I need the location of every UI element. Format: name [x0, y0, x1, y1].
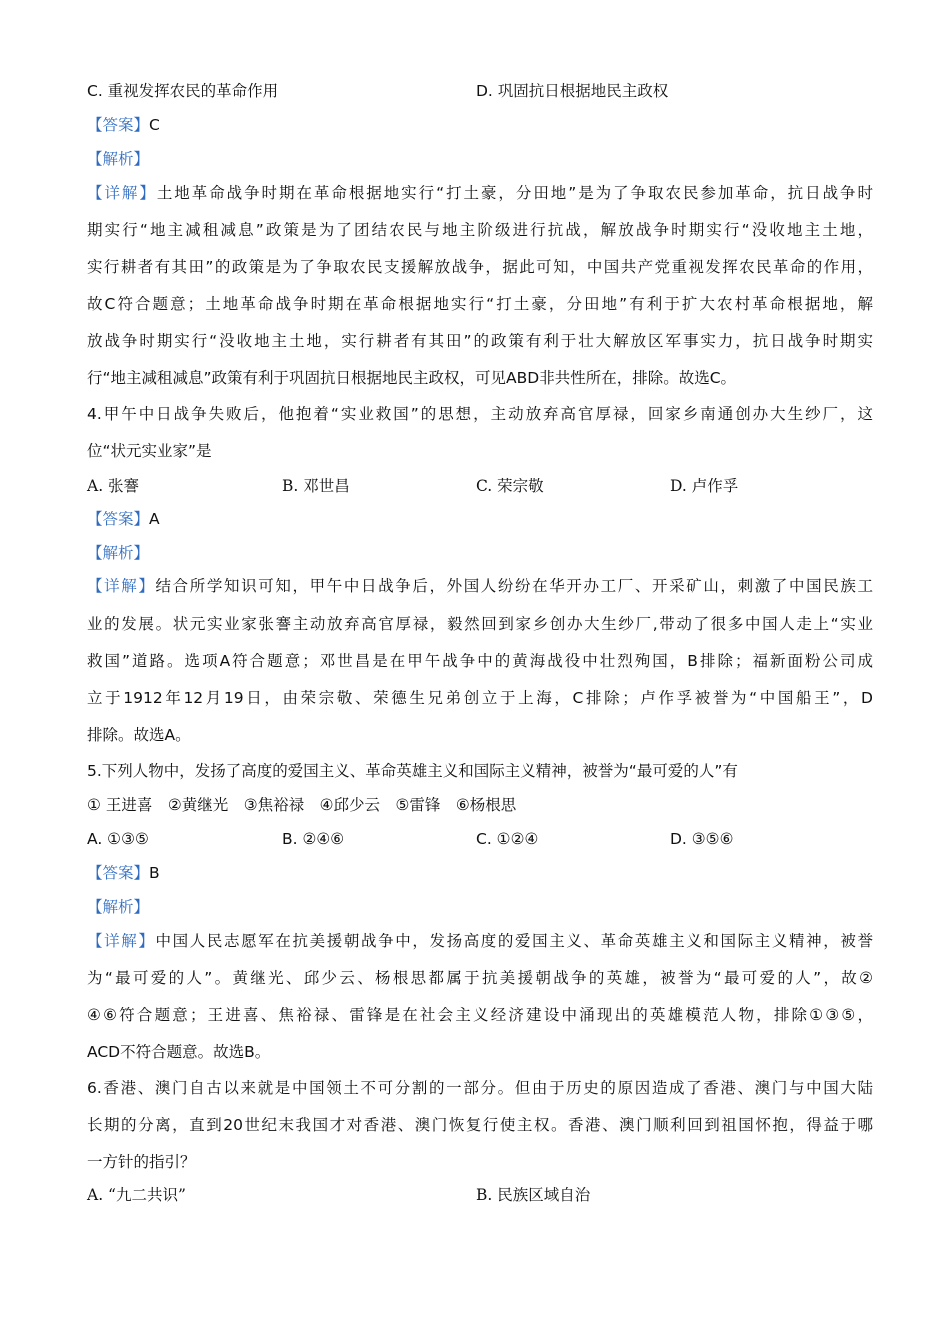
q5-items: ① 王进喜 ②黄继光 ③焦裕禄 ④邱少云 ⑤雷锋 ⑥杨根思 — [87, 796, 517, 814]
q5-option-d: D. ③⑤⑥ — [670, 830, 734, 848]
q3-detail-line-4: 故C符合题意；土地革命战争时期在革命根据地实行“打土豪，分田地”有利于扩大农村革命根据地，解 — [87, 295, 873, 313]
q5-detail-line-1 — [87, 931, 873, 951]
answer-tag: 【答案】 — [87, 116, 150, 134]
q4-analysis-tag: 【解析】 — [87, 544, 150, 562]
q4-option-b: B. 邓世昌 — [282, 477, 350, 495]
q3-analysis-tag: 【解析】 — [87, 150, 150, 168]
q4-option-c: C. 荣宗敬 — [476, 477, 544, 495]
detail-tag: 【详解】 — [87, 184, 157, 202]
q6-stem-line-1: 6.香港、澳门自古以来就是中国领土不可分割的一部分。但由于历史的原因造成了香港、澳门与中国大陆 — [87, 1079, 873, 1097]
q3-detail-line-3: 实行耕者有其田”的政策是为了争取农民支援解放战争，据此可知，中国共产党重视发挥农民革命的作用， — [87, 258, 873, 276]
q6-stem-line-3: 一方针的指引？ — [87, 1153, 196, 1171]
q4-detail-line-3: 救国”道路。选项A符合题意；邓世昌是在甲午战争中的黄海战役中壮烈殉国，B排除；福新面粉公司成 — [87, 652, 873, 670]
q5-detail-text: 中国人民志愿军在抗美援朝战争中，发扬高度的爱国主义、革命英雄主义和国际主义精神，被誉 — [155, 932, 873, 950]
q4-answer: A — [149, 510, 160, 528]
q6-option-b: B. 民族区域自治 — [476, 1186, 591, 1204]
q5-detail-line-4: ACD不符合题意。故选B。 — [87, 1043, 271, 1061]
q4-stem-line-2: 位“状元实业家”是 — [87, 442, 212, 460]
q3-detail-line-5: 放战争时期实行“没收地主土地，实行耕者有其田”的政策有利于壮大解放区军事实力，抗日战争时期实 — [87, 332, 873, 350]
q4-detail-text: 结合所学知识可知，甲午中日战争后，外国人纷纷在华开办工厂、开采矿山，刺激了中国民族工 — [155, 577, 873, 595]
q5-detail-line-3: ④⑥符合题意；王进喜、焦裕禄、雷锋是在社会主义经济建设中涌现出的英雄模范人物，排除①③⑤， — [87, 1006, 873, 1024]
q5-option-c: C. ①②④ — [476, 830, 539, 848]
q5-option-b: B. ②④⑥ — [282, 830, 345, 848]
q4-detail-line-2: 业的发展。状元实业家张謇主动放弃高官厚禄，毅然回到家乡创办大生纱厂,带动了很多中国人走上“实业 — [87, 615, 873, 633]
q4-detail-line-5: 排除。故选A。 — [87, 726, 191, 744]
q3-detail-line-2: 期实行“地主减租减息”政策是为了团结农民与地主阶级进行抗战，解放战争时期实行“没收地主土地， — [87, 221, 873, 239]
q5-detail-line-2: 为“最可爱的人”。黄继光、邱少云、杨根思都属于抗美援朝战争的英雄，被誉为“最可爱的人”，故② — [87, 969, 873, 987]
q5-stem: 5.下列人物中，发扬了高度的爱国主义、革命英雄主义和国际主义精神，被誉为“最可爱的人”有 — [87, 762, 738, 780]
q3-detail-line-1 — [87, 183, 873, 203]
answer-tag: 【答案】 — [87, 510, 150, 528]
q4-option-d: D. 卢作孚 — [670, 477, 739, 495]
q5-answer-line — [87, 863, 160, 883]
q3-answer-line — [87, 115, 160, 135]
q5-analysis-tag: 【解析】 — [87, 898, 150, 916]
q3-option-d: D. 巩固抗日根据地民主政权 — [476, 82, 669, 100]
q6-option-a: A. “九二共识” — [87, 1186, 186, 1204]
q5-option-a: A. ①③⑤ — [87, 830, 149, 848]
q6-stem-line-2: 长期的分离，直到20世纪末我国才对香港、澳门恢复行使主权。香港、澳门顺利回到祖国怀抱，得益于哪 — [87, 1116, 873, 1134]
q4-option-a: A. 张謇 — [87, 477, 140, 495]
detail-tag: 【详解】 — [87, 577, 156, 595]
answer-tag: 【答案】 — [87, 864, 150, 882]
q4-detail-line-1 — [87, 576, 873, 596]
q3-detail-line-6: 行“地主减租减息”政策有利于巩固抗日根据地民主政权，可见ABD非共性所在，排除。故选C。 — [87, 369, 737, 387]
q4-detail-line-4: 立于1912年12月19日，由荣宗敬、荣德生兄弟创立于上海，C排除；卢作孚被誉为“中国船王”，D — [87, 689, 873, 707]
detail-tag: 【详解】 — [87, 932, 156, 950]
q3-detail-text: 土地革命战争时期在革命根据地实行“打土豪，分田地”是为了争取农民参加革命，抗日战争时 — [156, 184, 873, 202]
q4-stem-line-1: 4.甲午中日战争失败后，他抱着“实业救国”的思想，主动放弃高官厚禄，回家乡南通创办大生纱厂，这 — [87, 405, 873, 423]
q3-option-c: C. 重视发挥农民的革命作用 — [87, 82, 279, 100]
q4-answer-line — [87, 509, 160, 529]
q5-answer: B — [149, 864, 160, 882]
q3-answer: C — [149, 116, 160, 134]
